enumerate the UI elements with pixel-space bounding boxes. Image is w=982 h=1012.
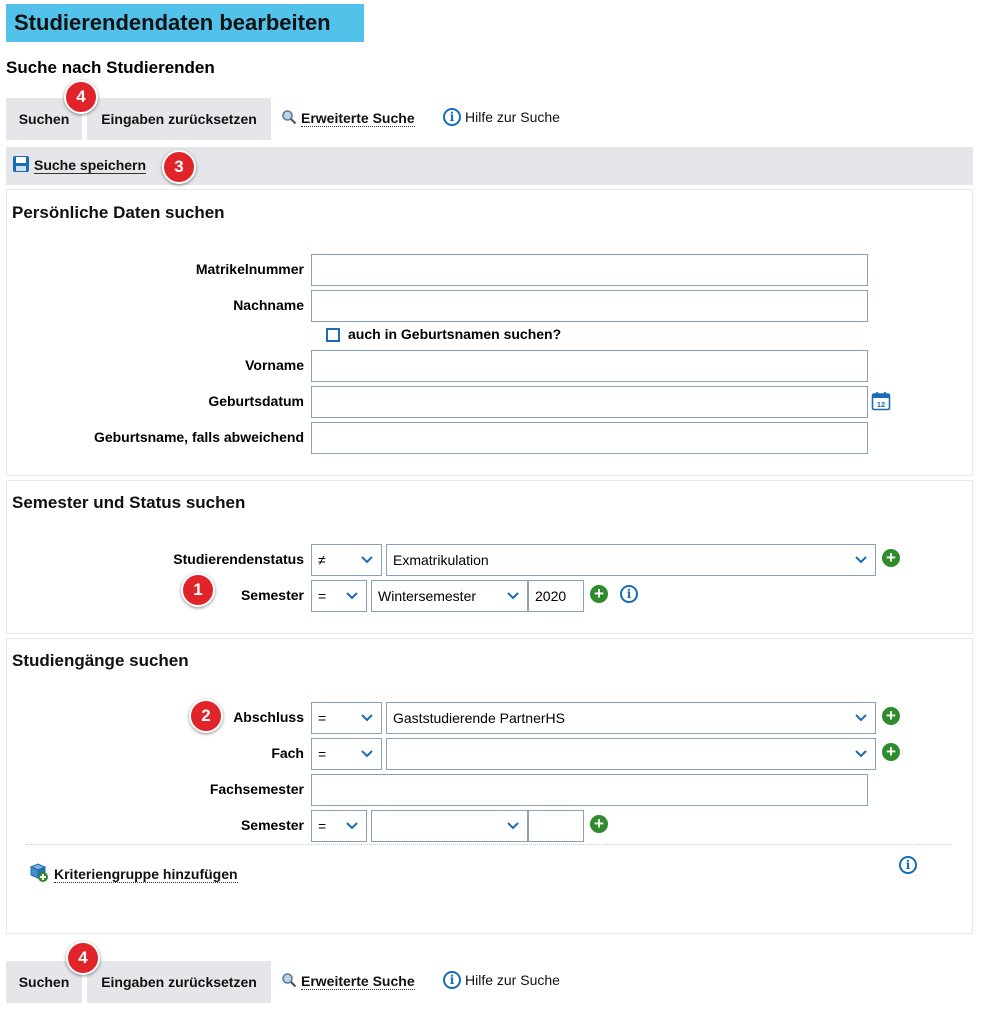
save-search-label: Suche speichern: [34, 157, 147, 173]
status-value-select[interactable]: [386, 544, 876, 576]
birthname-checkbox-label: auch in Geburtsnamen suchen?: [348, 326, 562, 342]
fachsemester-label: Fachsemester: [209, 781, 304, 797]
semester-info-icon[interactable]: i: [620, 585, 638, 603]
vorname-input[interactable]: [311, 350, 868, 382]
geburtsname-input[interactable]: [311, 422, 868, 454]
studiengang-semester-year-input[interactable]: [528, 810, 584, 842]
callout-badge-4-top: 4: [64, 80, 98, 114]
abschluss-operator-select[interactable]: [311, 702, 382, 734]
chevron-down-icon: [505, 818, 521, 834]
section-divider: [26, 844, 952, 845]
chevron-down-icon: [359, 710, 375, 726]
studiengang-semester-operator-value: =: [318, 818, 327, 834]
geburtsdatum-input[interactable]: [311, 386, 868, 418]
add-abschluss-plus-icon[interactable]: +: [882, 707, 900, 725]
reset-button-top[interactable]: Eingaben zurücksetzen: [87, 98, 271, 140]
chevron-down-icon: [359, 746, 375, 762]
nachname-input[interactable]: [311, 290, 868, 322]
semester-type-value: Wintersemester: [378, 588, 477, 604]
save-search-bar: [6, 147, 973, 185]
callout-badge-4-bottom: 4: [66, 941, 100, 975]
studiengang-semester-label: Semester: [240, 817, 304, 833]
chevron-down-icon: [853, 746, 869, 762]
add-criteria-group-icon: [28, 863, 50, 886]
search-button-bottom[interactable]: Suchen: [6, 961, 82, 1003]
add-studiengang-semester-plus-icon[interactable]: +: [590, 815, 608, 833]
chevron-down-icon: [344, 588, 360, 604]
geburtsdatum-label: Geburtsdatum: [208, 393, 304, 409]
help-label: Hilfe zur Suche: [465, 972, 560, 988]
callout-badge-2: 2: [189, 699, 223, 733]
help-label: Hilfe zur Suche: [465, 109, 560, 125]
semester-operator-select[interactable]: [311, 580, 367, 612]
callout-badge-3: 3: [162, 150, 196, 184]
chevron-down-icon: [853, 710, 869, 726]
abschluss-label: Abschluss: [233, 709, 304, 725]
floppy-disk-icon: [12, 155, 30, 176]
help-link-top[interactable]: [443, 108, 560, 126]
help-link-bottom[interactable]: [443, 971, 560, 989]
semester-operator-value: =: [318, 588, 327, 604]
nachname-label: Nachname: [233, 297, 304, 313]
semester-label: Semester: [240, 587, 304, 603]
status-value: Exmatrikulation: [393, 552, 489, 568]
magnifier-icon: [281, 109, 297, 128]
search-button-top[interactable]: Suchen: [6, 98, 82, 140]
chevron-down-icon: [344, 818, 360, 834]
abschluss-operator-value: =: [318, 710, 327, 726]
add-semester-plus-icon[interactable]: +: [590, 585, 608, 603]
matrikel-input[interactable]: [311, 254, 868, 286]
studiengang-semester-type-select[interactable]: [371, 810, 528, 842]
studiengaenge-title: Studiengänge suchen: [12, 651, 189, 670]
semester-year-input[interactable]: [528, 580, 584, 612]
abschluss-value: Gaststudierende PartnerHS: [393, 710, 565, 726]
fach-operator-select[interactable]: [311, 738, 382, 770]
advanced-search-link-top[interactable]: [281, 109, 415, 128]
status-label: Studierendenstatus: [173, 551, 304, 567]
magnifier-icon: [281, 972, 297, 991]
add-criteria-group-label: Kriteriengruppe hinzufügen: [54, 866, 238, 882]
abschluss-value-select[interactable]: [386, 702, 876, 734]
criteria-group-info-icon[interactable]: i: [899, 856, 917, 874]
add-fach-plus-icon[interactable]: +: [882, 743, 900, 761]
fach-operator-value: =: [318, 746, 327, 762]
semester-type-select[interactable]: [371, 580, 528, 612]
status-operator-select[interactable]: [311, 544, 382, 576]
matrikel-label: Matrikelnummer: [195, 261, 304, 277]
save-search-link[interactable]: [12, 155, 146, 176]
personal-data-title: Persönliche Daten suchen: [12, 203, 225, 222]
fachsemester-input[interactable]: [311, 774, 868, 806]
reset-button-bottom[interactable]: Eingaben zurücksetzen: [87, 961, 271, 1003]
page-title: Studierendendaten bearbeiten: [6, 4, 364, 42]
svg-text:12: 12: [876, 400, 886, 409]
info-icon: i: [443, 108, 461, 126]
advanced-search-label: Erweiterte Suche: [301, 973, 415, 989]
geburtsname-label: Geburtsname, falls abweichend: [93, 429, 304, 445]
semester-status-title: Semester und Status suchen: [12, 493, 246, 512]
page-subtitle: Suche nach Studierenden: [6, 58, 215, 77]
studiengang-semester-operator-select[interactable]: [311, 810, 367, 842]
info-icon: i: [443, 971, 461, 989]
chevron-down-icon: [505, 588, 521, 604]
vorname-label: Vorname: [245, 357, 304, 373]
calendar-icon[interactable]: [871, 391, 891, 411]
fach-label: Fach: [271, 745, 304, 761]
fach-value-select[interactable]: [386, 738, 876, 770]
chevron-down-icon: [853, 552, 869, 568]
chevron-down-icon: [359, 552, 375, 568]
advanced-search-label: Erweiterte Suche: [301, 110, 415, 126]
add-status-plus-icon[interactable]: +: [882, 549, 900, 567]
callout-badge-1: 1: [181, 573, 215, 607]
advanced-search-link-bottom[interactable]: [281, 972, 415, 991]
add-criteria-group-link[interactable]: [28, 863, 238, 886]
status-operator-value: ≠: [318, 552, 326, 568]
birthname-checkbox[interactable]: [326, 328, 340, 342]
